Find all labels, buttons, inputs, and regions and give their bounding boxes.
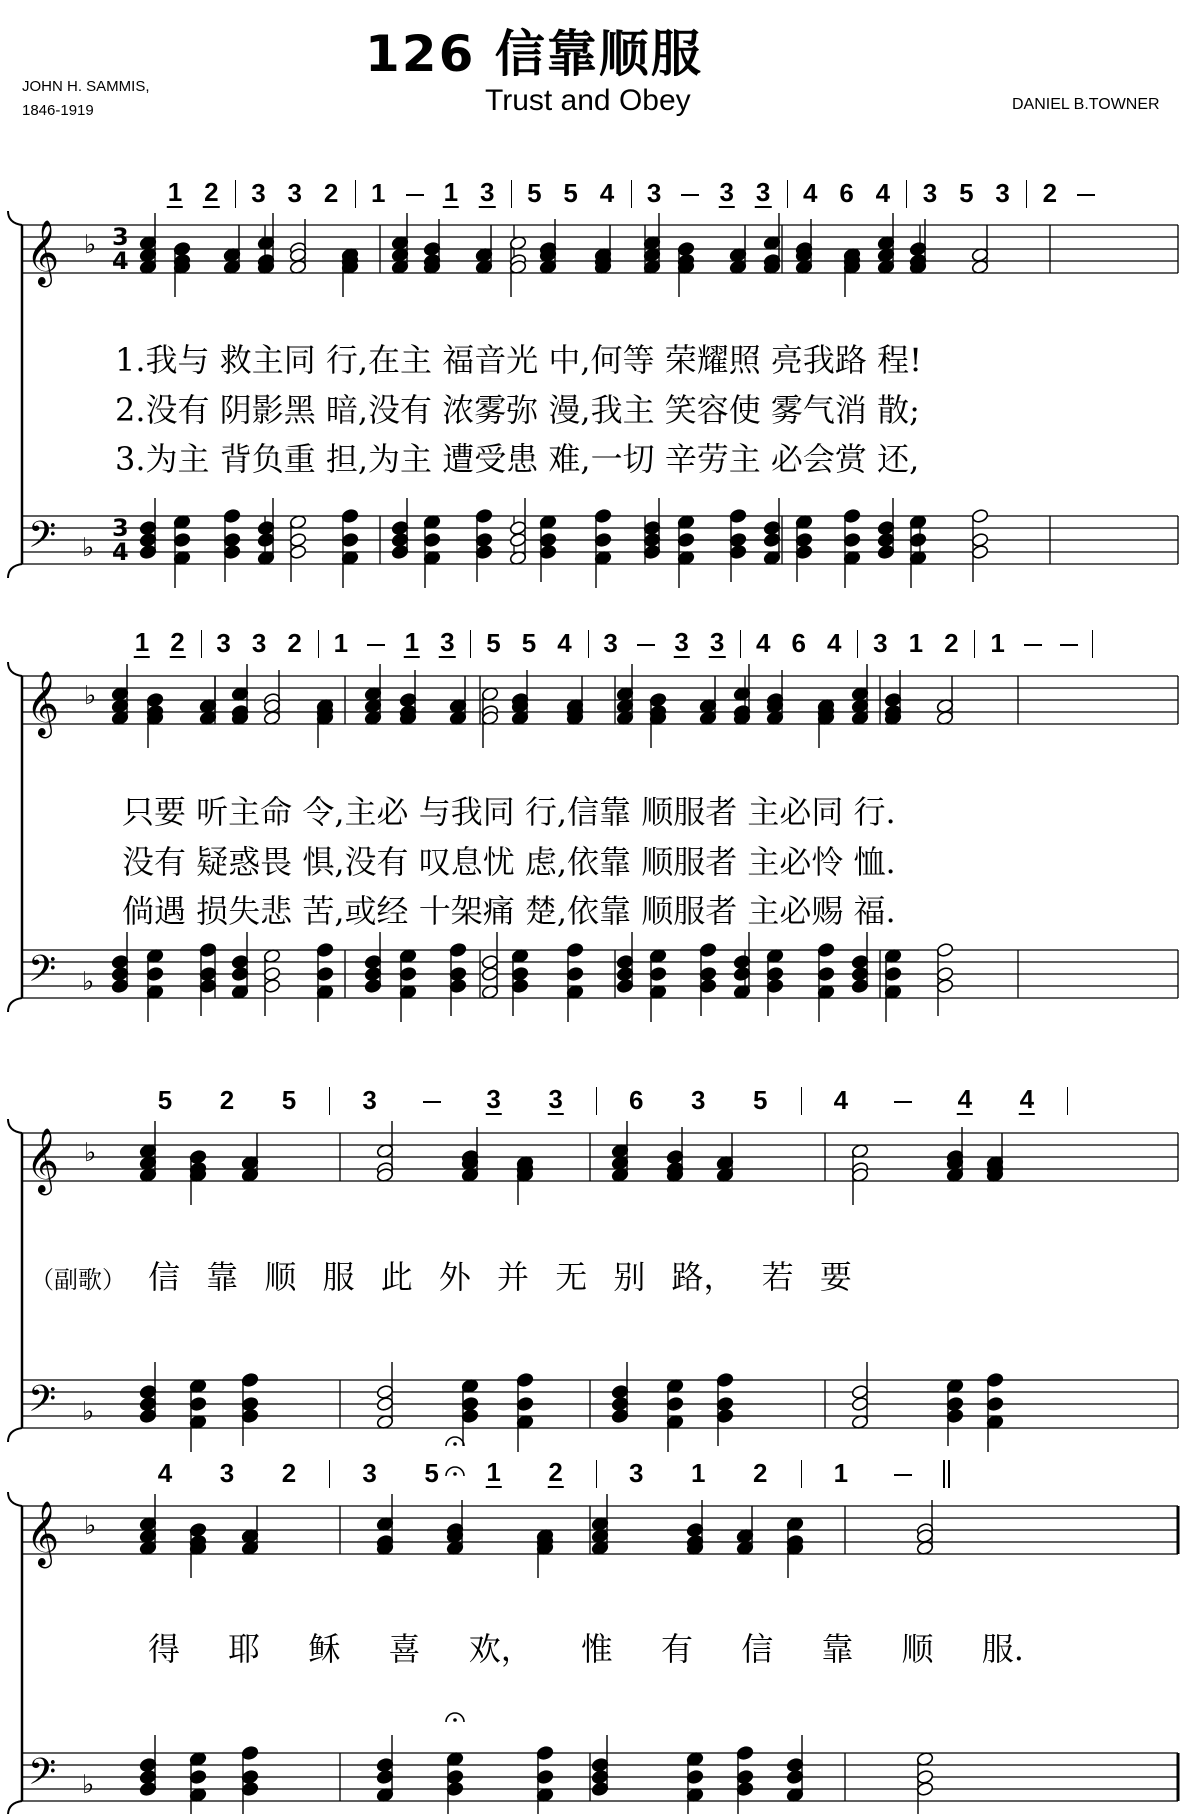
- notehead: [851, 978, 869, 993]
- notehead: [699, 942, 717, 957]
- notehead: [364, 978, 382, 993]
- jianpu-note: 5: [486, 628, 501, 658]
- notehead: [241, 1769, 259, 1784]
- notehead: [189, 1396, 207, 1411]
- notehead: [766, 966, 784, 981]
- notehead: [611, 1396, 629, 1411]
- notehead: [189, 1769, 207, 1784]
- notehead: [666, 1396, 684, 1411]
- notehead: [539, 532, 557, 547]
- notehead: [399, 966, 417, 981]
- jianpu-note: 3: [440, 627, 455, 657]
- jianpu-note: 5: [527, 178, 542, 208]
- jianpu-note: 3: [486, 1084, 501, 1114]
- bracket-hook-icon: [8, 998, 22, 1012]
- time-signature-bottom: 4: [112, 538, 129, 566]
- bass-clef-icon: 𝄢: [28, 1378, 57, 1429]
- lyric-s1-verse-1: 1.我与 救主同 行,在主 福音光 中,何等 荣耀照 亮我路 程!: [115, 341, 922, 379]
- notehead: [241, 1745, 259, 1760]
- notehead: [449, 942, 467, 957]
- notehead: [423, 241, 441, 256]
- notehead: [263, 978, 281, 993]
- notehead: [189, 1149, 207, 1164]
- jianpu-note: 4: [756, 628, 771, 658]
- notehead: [146, 966, 164, 981]
- notehead: [376, 1769, 394, 1784]
- bass-clef-icon: 𝄢: [28, 948, 57, 999]
- notehead: [241, 1372, 259, 1387]
- notehead: [316, 966, 334, 981]
- notehead: [376, 1757, 394, 1772]
- notehead: [699, 966, 717, 981]
- lyric-s2-verse-2: 没有 疑惑畏 惧,没有 叹息忧 虑,依靠 顺服者 主必怜 恤.: [122, 843, 896, 881]
- notehead: [786, 1769, 804, 1784]
- notehead: [729, 544, 747, 559]
- notehead: [173, 241, 191, 256]
- notehead: [481, 954, 499, 969]
- lyric-s1-verse-2: 2.没有 阴影黑 暗,没有 浓雾弥 漫,我主 笑容使 雾气消 散;: [115, 391, 920, 429]
- notehead: [199, 978, 217, 993]
- notehead: [446, 1781, 464, 1796]
- jianpu-note: 1: [371, 178, 386, 208]
- notehead: [936, 942, 954, 957]
- notehead: [699, 978, 717, 993]
- jianpu-note: 4: [957, 1084, 973, 1114]
- flat-key-signature-icon: ♭: [84, 1138, 97, 1168]
- time-signature-bottom: 4: [112, 247, 129, 275]
- jianpu-note: 4: [557, 628, 572, 658]
- notehead: [916, 1769, 934, 1784]
- treble-clef-icon: 𝄞: [26, 220, 60, 285]
- notehead: [399, 692, 417, 707]
- lyric-s2-verse-3: 倘遇 损失悲 苦,或经 十架痛 楚,依靠 顺服者 主必赐 福.: [122, 892, 896, 930]
- jianpu-note: 4: [599, 178, 615, 208]
- notehead: [591, 1757, 609, 1772]
- bracket-hook-icon: [8, 1428, 22, 1442]
- notehead: [611, 1384, 629, 1399]
- notehead: [263, 966, 281, 981]
- notehead: [643, 532, 661, 547]
- notehead: [341, 532, 359, 547]
- notehead: [916, 1781, 934, 1796]
- treble-clef-icon: 𝄞: [26, 1128, 60, 1193]
- notehead: [173, 532, 191, 547]
- notehead: [616, 954, 634, 969]
- jianpu-note: 3: [251, 628, 267, 658]
- notehead: [391, 532, 409, 547]
- jianpu-note: 4: [157, 1458, 173, 1488]
- notehead: [817, 942, 835, 957]
- notehead: [716, 1396, 734, 1411]
- flat-key-signature-icon: ♭: [82, 1770, 95, 1800]
- jianpu-note: 2: [752, 1458, 768, 1488]
- jianpu-note: 2: [944, 628, 959, 658]
- notehead: [643, 520, 661, 535]
- notehead: [341, 508, 359, 523]
- notehead: [516, 1372, 534, 1387]
- notehead: [449, 966, 467, 981]
- jianpu-note: 3: [628, 1458, 644, 1488]
- jianpu-note: 2: [323, 178, 339, 208]
- notehead: [566, 942, 584, 957]
- notehead: [223, 508, 241, 523]
- notehead: [241, 1781, 259, 1796]
- notehead: [364, 966, 382, 981]
- notehead: [736, 1781, 754, 1796]
- treble-clef-icon: 𝄞: [26, 671, 60, 736]
- notehead: [971, 544, 989, 559]
- bass-clef-icon: 𝄢: [28, 1751, 57, 1802]
- refrain-label: （副歌）: [30, 1266, 126, 1294]
- jianpu-note: 5: [281, 1085, 297, 1115]
- jianpu-note: 6: [791, 628, 806, 658]
- notehead: [763, 532, 781, 547]
- notehead: [877, 532, 895, 547]
- jianpu-note: 6: [628, 1085, 644, 1115]
- jianpu-note: 3: [690, 1085, 706, 1115]
- jianpu-note: 1: [486, 1457, 501, 1487]
- jianpu-note: 1: [134, 627, 150, 657]
- notehead: [677, 241, 695, 256]
- notehead: [736, 1769, 754, 1784]
- flat-key-signature-icon: ♭: [82, 533, 95, 563]
- jianpu-note: 3: [479, 177, 495, 207]
- notehead: [139, 1384, 157, 1399]
- flat-key-signature-icon: ♭: [84, 230, 97, 260]
- notehead: [461, 1396, 479, 1411]
- notehead: [511, 978, 529, 993]
- notehead: [475, 532, 493, 547]
- notehead: [475, 544, 493, 559]
- notehead: [289, 532, 307, 547]
- jianpu-note: 5: [752, 1085, 768, 1115]
- jianpu-note: 3: [362, 1458, 377, 1488]
- jianpu-note: 4: [827, 628, 842, 658]
- notehead: [795, 544, 813, 559]
- lyric-refrain-1: 信 靠 顺 服 此 外 并 无 别 路， 若 要: [148, 1258, 852, 1296]
- jianpu-note: 4: [875, 178, 891, 208]
- notehead: [139, 520, 157, 535]
- notehead: [851, 1396, 869, 1411]
- notehead: [289, 544, 307, 559]
- notehead: [884, 692, 902, 707]
- notehead: [909, 532, 927, 547]
- notehead: [223, 544, 241, 559]
- notehead: [539, 544, 557, 559]
- notehead: [817, 966, 835, 981]
- notehead: [729, 508, 747, 523]
- notehead: [594, 508, 612, 523]
- notehead: [257, 520, 275, 535]
- notehead: [686, 1769, 704, 1784]
- notehead: [763, 520, 781, 535]
- notehead: [223, 532, 241, 547]
- flat-key-signature-icon: ♭: [82, 1397, 95, 1427]
- notehead: [509, 520, 527, 535]
- notehead: [509, 532, 527, 547]
- notehead: [461, 1408, 479, 1423]
- notehead: [986, 1372, 1004, 1387]
- bracket-hook-icon: [8, 1119, 22, 1133]
- notehead: [566, 966, 584, 981]
- jianpu-note: 3: [755, 177, 771, 207]
- fermata-dot: [453, 1718, 457, 1722]
- notehead: [736, 1745, 754, 1760]
- jianpu-note: 2: [281, 1458, 297, 1488]
- notehead: [536, 1769, 554, 1784]
- notehead: [536, 1745, 554, 1760]
- time-signature-top: 3: [112, 223, 129, 251]
- notehead: [241, 1396, 259, 1411]
- jianpu-note: 1: [404, 627, 420, 657]
- jianpu-note: 4: [833, 1085, 849, 1115]
- bass-clef-icon: 𝄢: [28, 514, 57, 565]
- bracket-hook-icon: [8, 1492, 22, 1506]
- notehead: [877, 520, 895, 535]
- jianpu-note: 3: [922, 178, 938, 208]
- notehead: [594, 532, 612, 547]
- jianpu-note: 3: [362, 1085, 377, 1115]
- notehead: [971, 508, 989, 523]
- flat-key-signature-icon: ♭: [84, 1511, 97, 1541]
- notehead: [786, 1757, 804, 1772]
- notehead: [241, 1408, 259, 1423]
- lyric-s1-verse-3: 3.为主 背负重 担,为主 遭受患 难,一切 辛劳主 必会赏 还,: [115, 440, 920, 478]
- notehead: [316, 942, 334, 957]
- fermata-dot: [453, 1442, 457, 1446]
- jianpu-note: 1: [690, 1458, 706, 1488]
- notehead: [851, 954, 869, 969]
- notehead: [139, 544, 157, 559]
- jianpu-note: 5: [563, 178, 578, 208]
- fermata-dot: [453, 1472, 457, 1476]
- jianpu-note: 4: [1019, 1084, 1035, 1114]
- notehead: [729, 532, 747, 547]
- jianpu-note: 1: [833, 1458, 849, 1488]
- jianpu-note: 1: [990, 628, 1005, 658]
- notehead: [475, 508, 493, 523]
- jianpu-note: 2: [1042, 178, 1058, 208]
- jianpu-note: 1: [908, 628, 924, 658]
- notehead: [591, 1769, 609, 1784]
- notehead: [591, 1781, 609, 1796]
- jianpu-note: 3: [216, 628, 231, 658]
- flat-key-signature-icon: ♭: [82, 967, 95, 997]
- flat-key-signature-icon: ♭: [84, 681, 97, 711]
- notehead: [231, 966, 249, 981]
- notehead: [795, 532, 813, 547]
- notehead: [616, 966, 634, 981]
- jianpu-note: 3: [719, 177, 734, 207]
- notehead: [946, 1408, 964, 1423]
- notehead: [446, 1769, 464, 1784]
- jianpu-note: 3: [603, 628, 618, 658]
- jianpu-note: 2: [548, 1457, 563, 1487]
- jianpu-note: 1: [167, 177, 183, 207]
- bracket-hook-icon: [8, 564, 22, 578]
- notehead: [199, 942, 217, 957]
- jianpu-note: 3: [709, 627, 725, 657]
- jianpu-note: 1: [443, 177, 459, 207]
- notehead: [616, 978, 634, 993]
- notehead: [423, 532, 441, 547]
- notehead: [139, 532, 157, 547]
- jianpu-note: 1: [333, 628, 349, 658]
- notehead: [189, 1522, 207, 1537]
- notehead: [139, 1769, 157, 1784]
- notehead: [716, 1372, 734, 1387]
- notehead: [884, 966, 902, 981]
- notehead: [766, 978, 784, 993]
- notehead: [946, 1396, 964, 1411]
- notehead: [146, 692, 164, 707]
- jianpu-note: 5: [157, 1085, 173, 1115]
- bracket-hook-icon: [8, 1801, 22, 1814]
- jianpu-note: 3: [219, 1458, 235, 1488]
- jianpu-note: 3: [287, 178, 303, 208]
- notehead: [449, 978, 467, 993]
- notehead: [677, 532, 695, 547]
- notehead: [231, 954, 249, 969]
- notehead: [971, 532, 989, 547]
- jianpu-note: 3: [646, 178, 662, 208]
- notehead: [516, 1396, 534, 1411]
- notehead: [649, 692, 667, 707]
- jianpu-note: 5: [959, 178, 974, 208]
- jianpu-note: 3: [995, 178, 1010, 208]
- jianpu-note: 2: [219, 1085, 235, 1115]
- lyric-s2-verse-1: 只要 听主命 令,主必 与我同 行,信靠 顺服者 主必同 行.: [122, 793, 896, 831]
- notehead: [877, 544, 895, 559]
- notehead: [936, 978, 954, 993]
- notehead: [257, 532, 275, 547]
- notehead: [481, 966, 499, 981]
- notehead: [643, 544, 661, 559]
- notehead: [936, 966, 954, 981]
- notehead: [139, 1781, 157, 1796]
- bracket-hook-icon: [8, 662, 22, 676]
- notehead: [666, 1149, 684, 1164]
- notehead: [139, 1396, 157, 1411]
- notehead: [376, 1384, 394, 1399]
- jianpu-note: 3: [548, 1084, 563, 1114]
- jianpu-note: 6: [839, 178, 854, 208]
- author-name: JOHN H. SAMMIS,: [22, 78, 150, 95]
- jianpu-note: 2: [170, 627, 185, 657]
- notehead: [511, 966, 529, 981]
- jianpu-note: 4: [803, 178, 818, 208]
- notehead: [843, 508, 861, 523]
- jianpu-note: 3: [674, 627, 689, 657]
- notehead: [391, 544, 409, 559]
- lyric-refrain-2: 得 耶 稣 喜 欢， 惟 有 信 靠 顺 服.: [148, 1630, 1024, 1668]
- treble-clef-icon: 𝄞: [26, 1501, 60, 1566]
- notehead: [851, 1384, 869, 1399]
- notehead: [376, 1396, 394, 1411]
- notehead: [139, 1757, 157, 1772]
- notehead: [199, 966, 217, 981]
- bracket-hook-icon: [8, 211, 22, 225]
- jianpu-note: 2: [204, 177, 219, 207]
- time-signature-top: 3: [112, 514, 129, 542]
- jianpu-note: 3: [873, 628, 888, 658]
- notehead: [391, 520, 409, 535]
- notehead: [139, 1408, 157, 1423]
- notehead: [111, 978, 129, 993]
- notehead: [364, 954, 382, 969]
- notehead: [716, 1408, 734, 1423]
- author-years: 1846-1919: [22, 102, 94, 119]
- notehead: [111, 954, 129, 969]
- notehead: [909, 241, 927, 256]
- notehead: [986, 1396, 1004, 1411]
- notehead: [686, 1522, 704, 1537]
- jianpu-note: 3: [251, 178, 266, 208]
- composer-credit: DANIEL B.TOWNER: [1012, 96, 1160, 113]
- jianpu-note: 5: [521, 628, 537, 658]
- hymn-title: 126 信靠顺服: [365, 25, 703, 83]
- notehead: [111, 966, 129, 981]
- notehead: [843, 532, 861, 547]
- jianpu-note: 2: [287, 628, 302, 658]
- notehead: [851, 966, 869, 981]
- notehead: [611, 1408, 629, 1423]
- notehead: [733, 954, 751, 969]
- notehead: [649, 966, 667, 981]
- english-title: Trust and Obey: [485, 84, 691, 117]
- notehead: [733, 966, 751, 981]
- jianpu-note: 5: [424, 1458, 439, 1488]
